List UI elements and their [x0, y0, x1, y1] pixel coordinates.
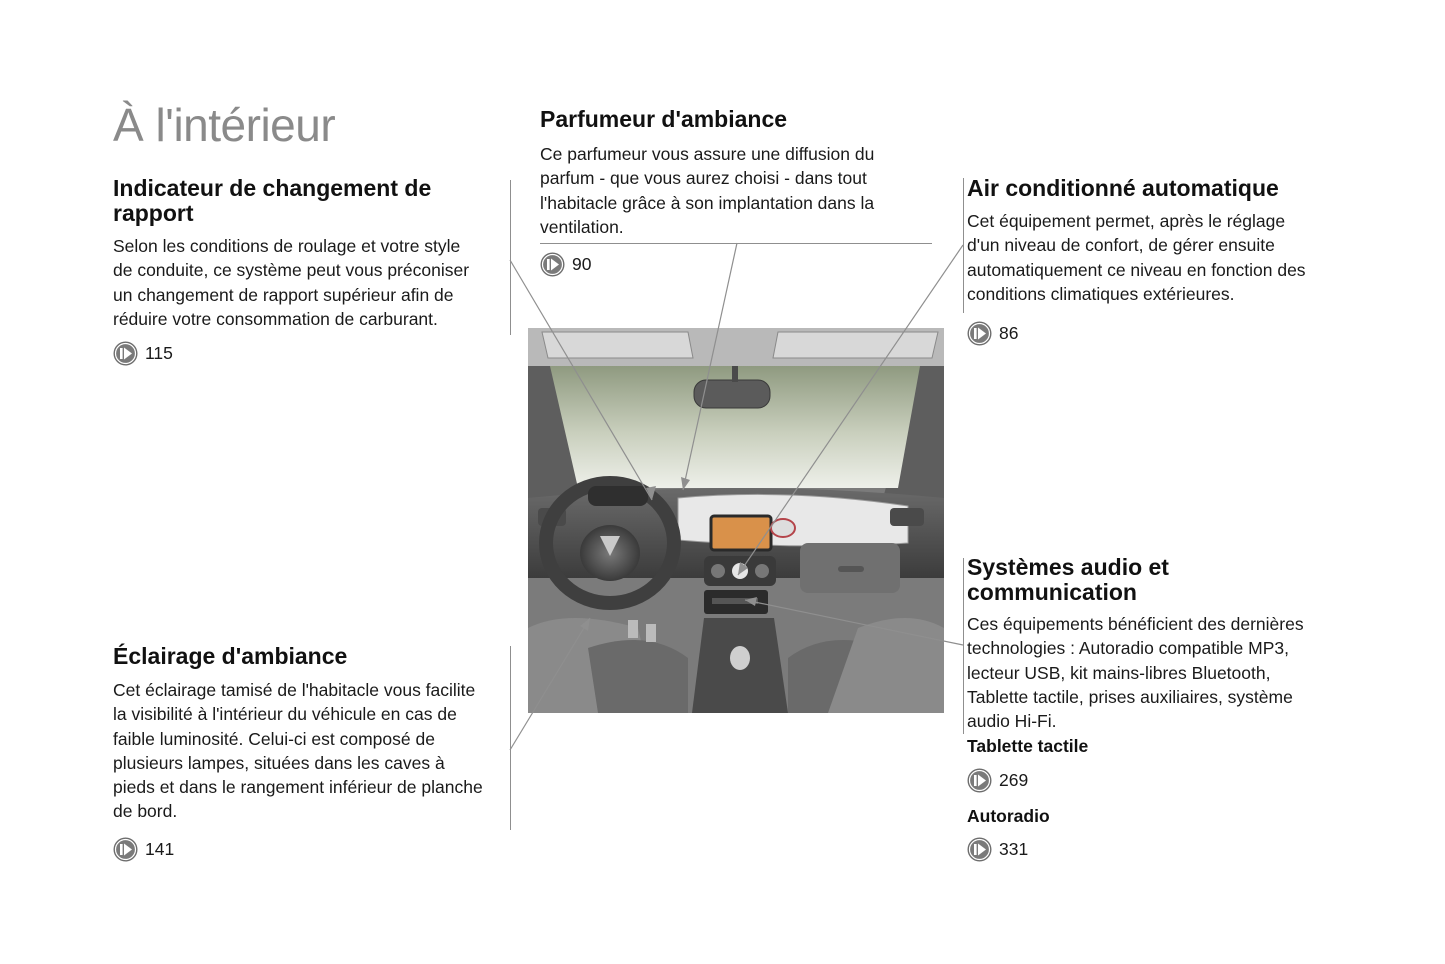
body-line: automatiquement ce niveau en fonction des [967, 259, 1306, 280]
body-line: Ces équipements bénéficient des dernières [967, 614, 1304, 634]
divider [510, 180, 511, 335]
section-perfume [540, 107, 935, 239]
page-reference-number: 269 [999, 770, 1029, 790]
body-line: Cet éclairage tamisé de l'habitacle vous facilite [113, 680, 476, 700]
section-title: Parfumeur d'ambiance [540, 106, 788, 132]
body-line: pieds et dans le rangement inférieur de planche [113, 777, 483, 798]
page-reference-link[interactable] [113, 837, 174, 862]
section-title: Indicateur de changement de rapport [113, 175, 432, 226]
page-reference-number: 115 [145, 343, 173, 363]
section-body [540, 142, 935, 239]
page-reference-icon [113, 837, 138, 862]
section-title [967, 555, 1347, 605]
body-line: lecteur USB, kit mains-libres Bluetooth, [967, 662, 1271, 683]
page-reference-icon [113, 341, 138, 366]
page-reference-icon [967, 768, 992, 793]
body-line: technologies : Autoradio compatible MP3, [967, 638, 1289, 659]
body-line: Ce parfumeur vous assure une diffusion du [540, 144, 875, 164]
section-ambient-lighting [113, 644, 513, 824]
section-title-line: communication [967, 579, 1137, 605]
page-reference-number: 90 [572, 254, 592, 274]
body-line: ventilation. [540, 216, 624, 237]
page-reference-link[interactable] [967, 321, 1018, 346]
page-reference-number: 331 [999, 839, 1029, 859]
body-line: de conduite, ce système peut vous préconiser [113, 260, 470, 281]
page-reference-link[interactable] [113, 341, 173, 366]
subsection-title-radio: Autoradio [967, 806, 1050, 826]
page-reference-icon [967, 837, 992, 862]
page-title: À l'intérieur [113, 99, 336, 151]
body-line: Selon les conditions de roulage et votre style [113, 236, 461, 256]
divider [540, 243, 932, 244]
page-reference-link[interactable] [967, 837, 1028, 862]
body-line: plusieurs lampes, situées dans les caves à [113, 752, 445, 773]
body-line: parfum - que vous aurez choisi - dans tout [540, 168, 867, 189]
body-line: faible luminosité. Celui-ci est composé de [113, 728, 435, 749]
section-audio-communication [967, 555, 1347, 733]
body-line: un changement de rapport supérieur afin de [113, 284, 454, 305]
subsection-title-tablet: Tablette tactile [967, 736, 1089, 756]
body-line: conditions climatiques extérieures. [967, 283, 1235, 304]
body-line: l'habitacle grâce à son implantation dans la [540, 192, 875, 213]
body-line: réduire votre consommation de carburant. [113, 308, 438, 329]
body-line: d'un niveau de confort, de gérer ensuite [967, 235, 1275, 256]
section-body [967, 612, 1347, 733]
section-body [967, 209, 1347, 306]
divider [963, 178, 964, 313]
page-reference-number: 86 [999, 323, 1019, 343]
divider [510, 646, 511, 830]
body-line: Cet équipement permet, après le réglage [967, 211, 1286, 231]
page-reference-link[interactable] [967, 768, 1028, 793]
page-reference-number: 141 [145, 839, 175, 859]
section-body [113, 678, 513, 824]
section-body [113, 234, 508, 331]
section-title-line: Systèmes audio et [967, 554, 1169, 580]
section-title: Air conditionné automatique [967, 175, 1279, 201]
section-title: Éclairage d'ambiance [113, 643, 348, 669]
section-gear-indicator [113, 176, 508, 331]
body-line: de bord. [113, 801, 178, 822]
car-interior-illustration [528, 328, 944, 713]
body-line: la visibilité à l'intérieur du véhicule en cas de [113, 704, 457, 725]
body-line: audio Hi-Fi. [967, 711, 1057, 732]
section-air-conditioning [967, 176, 1347, 306]
page-reference-icon [540, 252, 565, 277]
page-reference-icon [967, 321, 992, 346]
divider [963, 558, 964, 734]
page-reference-link[interactable] [540, 252, 591, 277]
body-line: Tablette tactile, prises auxiliaires, système [967, 686, 1293, 707]
